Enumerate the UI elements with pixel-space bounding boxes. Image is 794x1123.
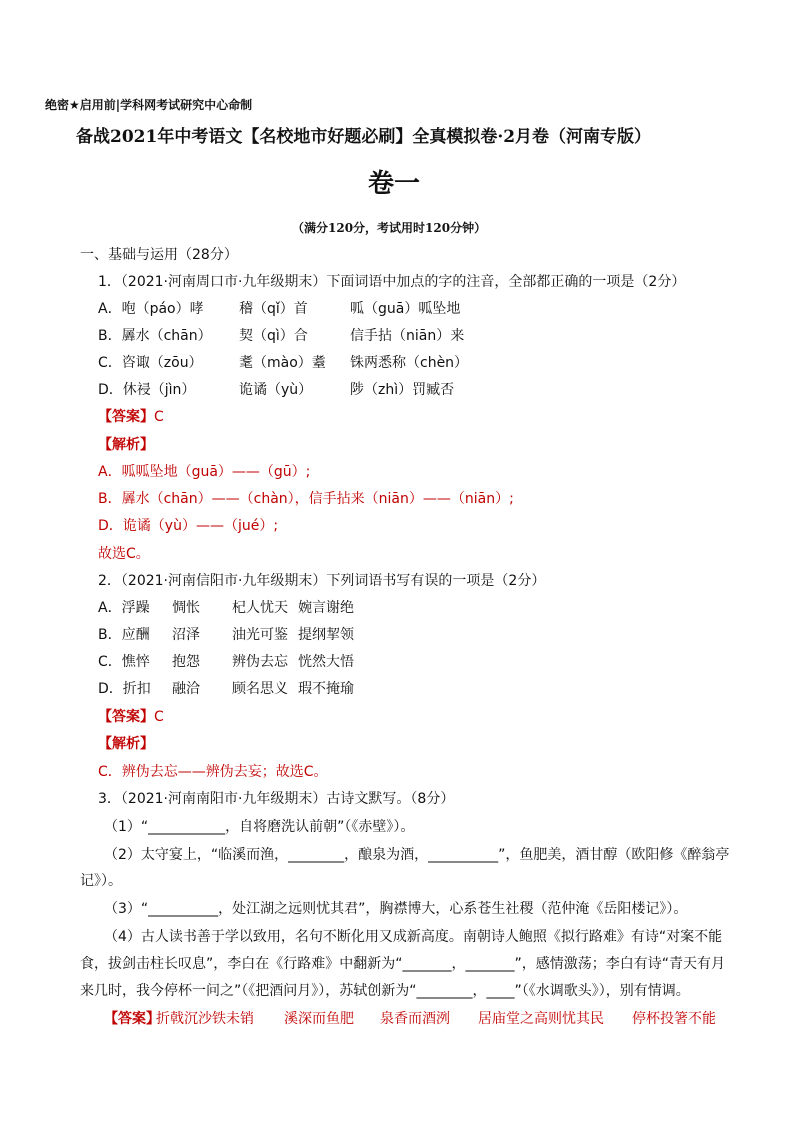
option-term: 恍然大悟 — [298, 654, 354, 670]
option-term: 陟（zhì）罚臧否 — [350, 382, 455, 398]
q2-option-c — [98, 653, 698, 671]
q1-option-b — [98, 327, 698, 345]
q3-answer — [104, 1010, 724, 1028]
q2-option-d — [98, 680, 698, 698]
option-term: 铢两悉称（chèn） — [350, 355, 469, 371]
answer-value: 泉香而酒洌 — [380, 1011, 450, 1027]
q1-analysis-line: A．呱呱坠地（guā）——（gū）; — [98, 464, 311, 480]
q2-analysis: C．辨伪去忘——辨伪去妄；故选C。 — [98, 764, 328, 780]
q1-option-d — [98, 381, 698, 399]
option-term: A．浮躁 — [98, 600, 150, 616]
q3-part-4-cont: 来几时，我今停杯一问之”（《把酒问月》），苏轼创新为“________，____”（《水调歌头》），别有情调。 — [80, 983, 690, 999]
option-term: C．咨诹（zōu） — [98, 355, 203, 371]
exam-title: 备战2021年中考语文【名校地市好题必刷】全真模拟卷·2月卷（河南专版） — [76, 127, 652, 147]
answer-label: 【答案】 — [98, 709, 154, 725]
answer-label: 【答案】 — [104, 1011, 160, 1027]
section-heading: 一、基础与运用（28分） — [80, 247, 238, 263]
option-term: A．咆（páo）哮 — [98, 301, 204, 317]
score-note: （满分120分，考试用时120分钟） — [292, 221, 487, 235]
q1-answer — [98, 408, 164, 426]
option-term: 诡谲（yù） — [239, 382, 313, 398]
answer-label: 【答案】 — [98, 409, 154, 425]
q2-option-b — [98, 626, 698, 644]
option-term: 杞人忧天 — [232, 600, 288, 616]
option-term: 融洽 — [172, 681, 200, 697]
q1-option-c — [98, 354, 698, 372]
q3-part-3: （3）“__________，处江湖之远则忧其君”，胸襟博大，心系苍生社稷（范仲淹《岳阳楼记》）。 — [104, 901, 688, 917]
q1-analysis-label: 【解析】 — [98, 437, 154, 453]
answer-value: 停杯投箸不能 — [632, 1011, 716, 1027]
option-term: 婉言谢绝 — [298, 600, 354, 616]
q3-part-2: （2）太守宴上，“临溪而渔，________，酿泉为酒，__________”，鱼肥美，酒甘醇（欧阳修《醉翁亭 — [104, 847, 730, 863]
option-term: 沼泽 — [172, 627, 200, 643]
answer-value: C — [154, 409, 164, 425]
q3-part-4: （4）古人读书善于学以致用，名句不断化用又成新高度。南朝诗人鲍照《拟行路难》有诗“对案不能 — [104, 929, 723, 945]
option-term: 契（qì）合 — [239, 328, 308, 344]
answer-value: 居庙堂之高则忧其民 — [478, 1011, 604, 1027]
q3-part-4-cont: 食，拔剑击柱长叹息”，李白在《行路难》中翻新为“_______，_______”，感情激荡；李白有诗“青天有月 — [80, 956, 726, 972]
answer-value: 溪深而鱼肥 — [284, 1011, 354, 1027]
q3-part-2-cont: 记》）。 — [80, 873, 122, 889]
option-term: 抱怨 — [172, 654, 200, 670]
q1-conclusion: 故选C。 — [98, 546, 150, 562]
answer-value: 折戟沉沙铁未销 — [156, 1011, 254, 1027]
q1-option-a — [98, 300, 698, 318]
option-term: C．憔悴 — [98, 654, 150, 670]
answer-value: C — [154, 709, 164, 725]
q2-answer — [98, 708, 164, 726]
option-term: 瑕不掩瑜 — [298, 681, 354, 697]
q2-analysis-label: 【解析】 — [98, 736, 154, 752]
option-term: 提纲挈领 — [298, 627, 354, 643]
volume-title: 卷一 — [368, 169, 421, 199]
option-term: 顾名思义 — [232, 681, 288, 697]
q1-stem: 1．（2021·河南周口市·九年级期末）下面词语中加点的字的注音，全部都正确的一项是（2分） — [98, 274, 686, 290]
option-term: 辨伪去忘 — [232, 654, 288, 670]
q1-analysis-line: B．羼水（chān）——（chàn），信手拈来（niān）——（niān）; — [98, 491, 514, 507]
option-term: 呱（guā）呱坠地 — [350, 301, 461, 317]
q3-stem: 3．（2021·河南南阳市·九年级期末）古诗文默写。（8分） — [98, 791, 455, 807]
q2-option-a — [98, 599, 698, 617]
option-term: B．应酬 — [98, 627, 150, 643]
q2-stem: 2．（2021·河南信阳市·九年级期末）下列词语书写有误的一项是（2分） — [98, 573, 546, 589]
confidential-note: 绝密★启用前|学科网考试研究中心命制 — [45, 98, 253, 112]
option-term: 信手拈（niān）来 — [350, 328, 465, 344]
option-term: 油光可鉴 — [232, 627, 288, 643]
option-term: D．折扣 — [98, 681, 151, 697]
q1-analysis-line: D．诡谲（yù）——（jué）; — [98, 518, 279, 534]
option-term: 惆怅 — [172, 600, 200, 616]
q3-part-1: （1）“___________，自将磨洗认前朝”（《赤壁》）。 — [104, 819, 415, 835]
option-term: 耄（mào）耋 — [239, 355, 326, 371]
option-term: D．休祲（jìn） — [98, 382, 196, 398]
option-term: B．羼水（chān） — [98, 328, 212, 344]
option-term: 稽（qǐ）首 — [239, 301, 308, 317]
